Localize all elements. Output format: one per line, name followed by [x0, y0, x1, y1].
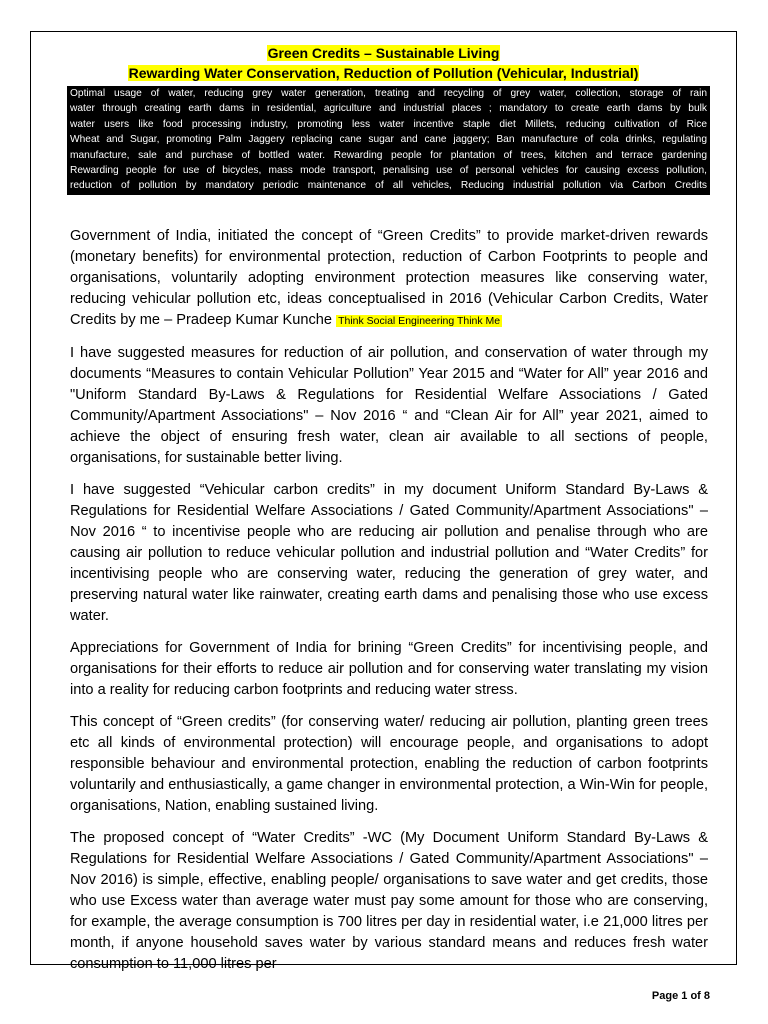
document-body [70, 226, 708, 986]
page-number: Page 1 of 8 [651, 990, 710, 1002]
paragraph-intro [70, 226, 708, 332]
summary-line: reduction of pollution by mandatory periodic maintenance of all vehicles, Reducing industrial pollution via Carbon Credits [70, 180, 707, 192]
paragraph-green-credits-concept: This concept of “Green credits” (for conserving water/ reducing air pollution, planting green trees etc all kinds of environmental protection) will encourage people, and organisations to adopt responsible behaviour and environmental protection, enabling the reduction of carbon footprints voluntarily and enthusiastically, a game changer in environmental protection, a Win-Win for people, organisations, Nation, enabling sustained living. [70, 714, 708, 814]
summary-line: water users like food processing industry, promoting less water incentive staple diet Millets, reducing cultivation of Rice [70, 118, 707, 130]
summary-box [67, 86, 710, 195]
paragraph-vehicular-credits: I have suggested “Vehicular carbon credits” in my document Uniform Standard By-Laws & Regulations for Residential Welfare Associations / Gated Community/Apartment Associations" – Nov 2016 “ to incentivise people who are reducing air pollution and penalise through who are causing air pollution to reduce vehicular pollution and industrial pollution and “Water Credits” for incentivising people who are conserving water, reducing the generation of grey water, and preserving natural water like rainwater, creating earth dams and penalising those who use excess water. [70, 482, 708, 624]
summary-line: Wheat and Sugar, promoting Palm Jaggery replacing cane sugar and cane jaggery; Ban manufacture of cola drinks, regulating [70, 134, 707, 146]
document-title-text: Green Credits – Sustainable Living [267, 45, 500, 61]
summary-line: water through creating earth dams in residential, agriculture and industrial places ; mandatory to create earth dams by bulk [70, 103, 707, 115]
summary-line: manufacture, sale and purchase of bottled water. Rewarding people for plantation of trees, kitchen and terrace gardening [70, 149, 707, 161]
highlighted-note: Think Social Engineering Think Me [338, 315, 501, 327]
document-subtitle-text: Rewarding Water Conservation, Reduction of Pollution (Vehicular, Industrial) [128, 65, 639, 81]
paragraph-intro-text: Government of India, initiated the concept of “Green Credits” to provide market-driven rewards (monetary benefits) for environmental protection, reduction of Carbon Footprints to people and organisations, voluntarily adopting environment protection measures like conserving water, reducing vehicular pollution etc, ideas conceptualised in 2016 (Vehicular Carbon Credits, Water Credits by me – Pradeep Kumar Kunche [70, 228, 708, 328]
paragraph-water-credits: The proposed concept of “Water Credits” -WC (My Document Uniform Standard By-Laws & Regulations for Residential Welfare Associations / Gated Community/Apartment Associations" – Nov 2016) is simple, effective, enabling people/ organisations to save water and get credits, those who use Excess water than average water must pay some amount for those who are conserving, for example, the average consumption is 700 litres per day in residential water, i.e 21,000 litres per month, if anyone household saves water by various standard means and reduces fresh water consumption to 11,000 litres per [70, 830, 708, 972]
document-subtitle [30, 64, 737, 82]
paragraph-appreciations: Appreciations for Government of India for brining “Green Credits” for incentivising people, and organisations for their efforts to reduce air pollution and for conserving water translating my vision into a reality for reducing carbon footprints and reducing water stress. [70, 640, 708, 698]
summary-line: Optimal usage of water, reducing grey water generation, treating and recycling of grey water, collection, storage of rain [70, 88, 707, 99]
summary-line: Rewarding people for use of bicycles, mass mode transport, penalising use of personal vehicles for causing excess pollution, [70, 165, 707, 177]
document-title [30, 44, 737, 62]
paragraph-suggested-measures: I have suggested measures for reduction of air pollution, and conservation of water through my documents “Measures to contain Vehicular Pollution” Year 2015 and “Water for All” year 2016 and "Uniform Standard By-Laws & Regulations for Residential Welfare Associations / Gated Community/Apartment Associations" – Nov 2016 “ and “Clean Air for All” year 2021, aimed to achieve the object of ensuring fresh water, clean air available to all sections of people, organisations, for sustainable better living. [70, 345, 708, 466]
